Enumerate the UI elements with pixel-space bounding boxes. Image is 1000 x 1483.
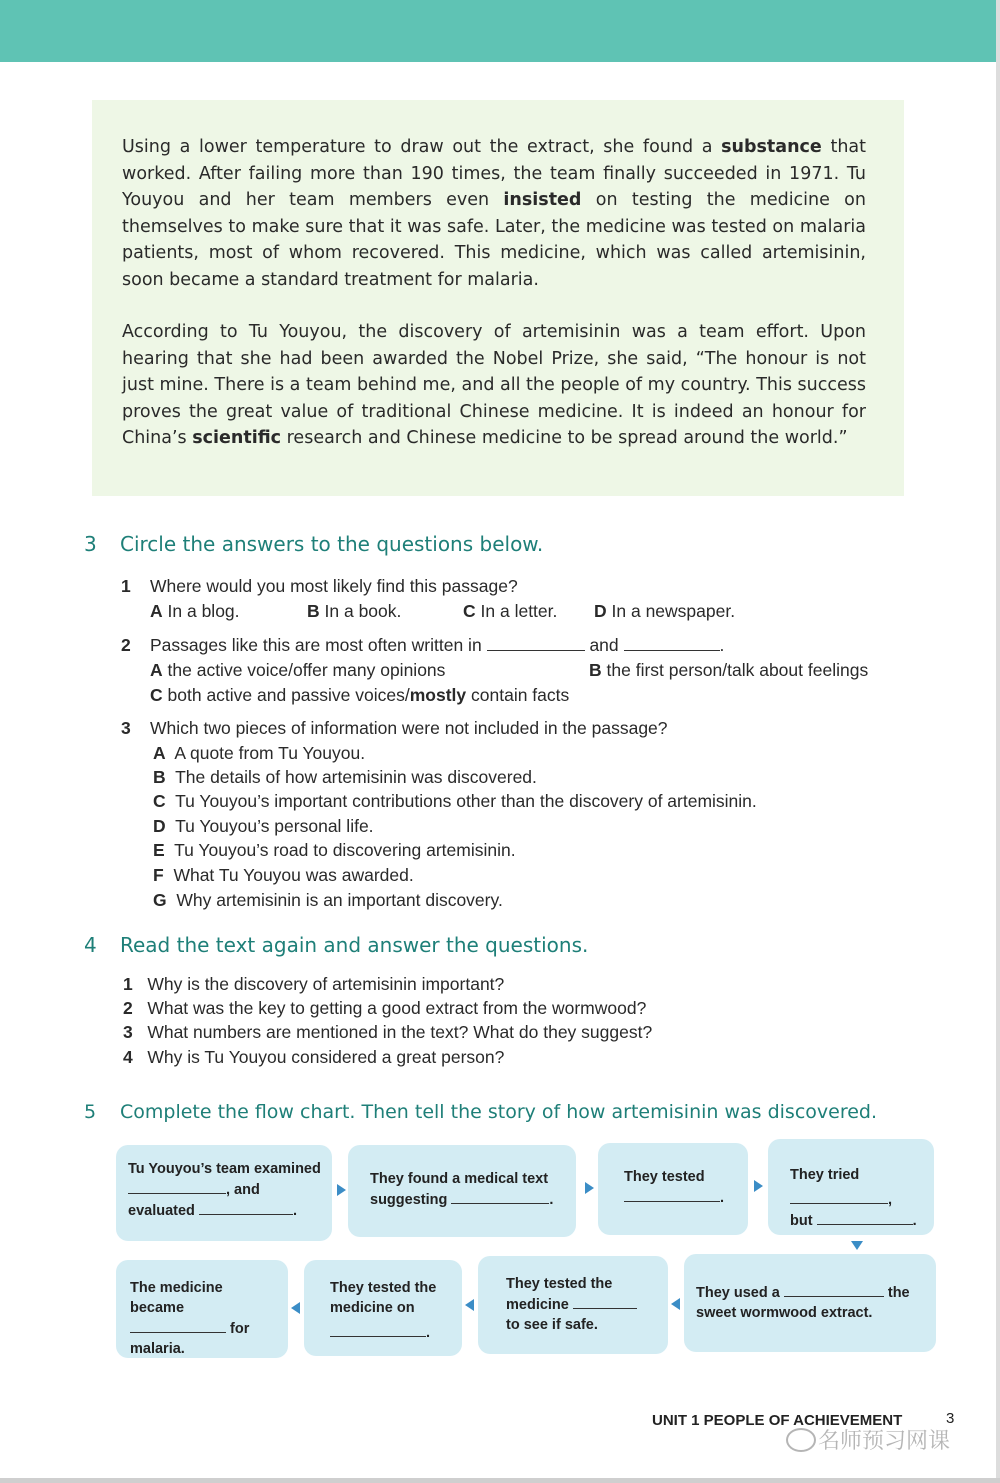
flow-step-1: Tu Youyou’s team examined , and evaluated . — [116, 1145, 332, 1241]
flow-arrow-left-icon — [671, 1298, 680, 1310]
text-run: Using a lower temperature to draw out the extract, she found a — [122, 137, 722, 157]
flow-text: They tested — [624, 1169, 705, 1185]
passage-paragraph-2 — [122, 319, 866, 452]
question-number: 1 — [121, 576, 131, 596]
list-item: 4 Why is Tu Youyou considered a great person? — [123, 1047, 505, 1067]
answer-blank[interactable] — [451, 1189, 549, 1204]
text-run: on testing the medicine on themselves to make sure that it was safe. Later, the medicine was tested on malaria patients, most of whom recovered. This medicine, which was called artemisinin, soon became a standard treatment for malaria. — [122, 190, 866, 290]
reading-passage — [92, 100, 904, 496]
flow-arrow-right-icon — [754, 1180, 763, 1192]
unit-footer: UNIT 1 PEOPLE OF ACHIEVEMENT — [652, 1412, 903, 1429]
section-5-title — [84, 1101, 877, 1123]
flow-arrow-left-icon — [291, 1302, 300, 1314]
option-b[interactable]: B The details of how artemisinin was discovered. — [153, 767, 537, 787]
answer-blank[interactable] — [784, 1282, 884, 1297]
flow-text: The medicine became — [130, 1280, 223, 1316]
option-c[interactable]: C In a letter. — [463, 601, 558, 621]
text-run: that worked. After failing more than 190 times, the team finally succeeded in 1971. Tu Youyou and her team members even — [122, 137, 866, 210]
question-text: Passages like this are most often written in and . — [150, 635, 725, 655]
flow-text: malaria. — [130, 1341, 185, 1357]
option-f[interactable]: F What Tu Youyou was awarded. — [153, 865, 414, 885]
keyword-scientific: scientific — [192, 428, 282, 448]
option-a[interactable]: A A quote from Tu Youyou. — [153, 743, 366, 763]
answer-blank[interactable] — [790, 1189, 888, 1204]
option-c[interactable]: C both active and passive voices/mostly contain facts — [150, 685, 570, 705]
option-b[interactable]: B In a book. — [307, 601, 402, 621]
flow-step-7: They tested the medicine on . — [304, 1260, 462, 1356]
question-number: 2 — [121, 635, 131, 655]
flow-step-6: They tested the medicine to see if safe. — [478, 1256, 668, 1354]
answer-blank[interactable] — [624, 1187, 720, 1202]
answer-blank[interactable] — [487, 636, 585, 651]
answer-blank[interactable] — [130, 1318, 226, 1333]
list-item: 2 What was the key to getting a good extract from the wormwood? — [123, 998, 647, 1018]
option-a[interactable]: A In a blog. — [150, 601, 240, 621]
section-title-text: Complete the flow chart. Then tell the story of how artemisinin was discovered. — [120, 1101, 878, 1123]
option-e[interactable]: E Tu Youyou’s road to discovering artemisinin. — [153, 840, 516, 860]
flow-text: sweet wormwood extract. — [696, 1305, 873, 1321]
flow-text: They found a medical text — [370, 1171, 549, 1187]
page-edge-bottom — [0, 1478, 1000, 1483]
keyword-insisted: insisted — [503, 190, 582, 210]
answer-blank[interactable] — [624, 636, 720, 651]
section-number: 5 — [84, 1101, 97, 1123]
answer-blank[interactable] — [128, 1179, 226, 1194]
flow-text: They tested the — [330, 1280, 437, 1296]
answer-blank[interactable] — [817, 1210, 913, 1225]
section-number: 3 — [84, 532, 97, 556]
flow-text: to see if safe. — [506, 1317, 598, 1333]
flow-text: Tu Youyou’s team examined — [128, 1161, 321, 1177]
chat-bubble-icon — [786, 1428, 816, 1452]
watermark: 名师预习网课 — [818, 1428, 951, 1453]
section-title-text: Circle the answers to the questions below. — [120, 532, 544, 556]
text-run: According to Tu Youyou, the discovery of artemisinin was a team effort. Upon hearing that she had been awarded the Nobel Prize, she said, “The honour is not just mine. There is a team behind me, and all the people of my country. This success proves the great value of traditional Chinese medicine. It is indeed an honour for China’s — [122, 322, 866, 448]
flow-step-8: The medicine became for malaria. — [116, 1260, 288, 1358]
option-g[interactable]: G Why artemisinin is an important discovery. — [153, 890, 503, 910]
flow-arrow-down-icon — [851, 1241, 863, 1250]
question-text: Which two pieces of information were not included in the passage? — [150, 718, 668, 738]
question-3-3 — [121, 716, 901, 916]
page-number: 3 — [946, 1410, 955, 1427]
question-text: Where would you most likely find this passage? — [150, 576, 518, 596]
page-edge-right — [996, 0, 1000, 1483]
section-4-title — [84, 933, 588, 957]
option-a[interactable]: A the active voice/offer many opinions — [150, 660, 446, 680]
flow-step-4: They tried , but . — [768, 1139, 934, 1235]
section-3-title — [84, 532, 543, 556]
flow-text: They tested the — [506, 1276, 613, 1292]
answer-blank[interactable] — [573, 1294, 637, 1309]
question-3-1 — [121, 574, 901, 624]
question-number: 3 — [121, 718, 131, 738]
section-title-text: Read the text again and answer the questions. — [120, 933, 589, 957]
flow-arrow-right-icon — [585, 1182, 594, 1194]
keyword-substance: substance — [721, 137, 822, 157]
flow-step-5: They used a the sweet wormwood extract. — [684, 1254, 936, 1352]
answer-blank[interactable] — [330, 1322, 426, 1337]
list-item: 3 What numbers are mentioned in the text? What do they suggest? — [123, 1022, 653, 1042]
list-item: 1 Why is the discovery of artemisinin important? — [123, 974, 505, 994]
option-d[interactable]: D Tu Youyou’s personal life. — [153, 816, 374, 836]
flow-arrow-left-icon — [465, 1299, 474, 1311]
top-color-band — [0, 0, 1000, 62]
flow-arrow-right-icon — [337, 1184, 346, 1196]
text-run: research and Chinese medicine to be spread around the world.” — [281, 428, 848, 448]
flow-step-2: They found a medical text suggesting . — [348, 1145, 576, 1237]
question-list-4 — [123, 972, 903, 1072]
option-b[interactable]: B the first person/talk about feelings — [589, 660, 869, 680]
option-d[interactable]: D In a newspaper. — [594, 601, 736, 621]
flow-step-3: They tested . — [598, 1143, 748, 1235]
question-3-2 — [121, 633, 901, 708]
section-number: 4 — [84, 933, 97, 957]
option-c[interactable]: C Tu Youyou’s important contributions other than the discovery of artemisinin. — [153, 791, 757, 811]
flow-text: medicine on — [330, 1300, 415, 1316]
flow-text: They tried — [790, 1167, 860, 1183]
answer-blank[interactable] — [199, 1200, 293, 1215]
passage-paragraph-1 — [122, 134, 866, 293]
